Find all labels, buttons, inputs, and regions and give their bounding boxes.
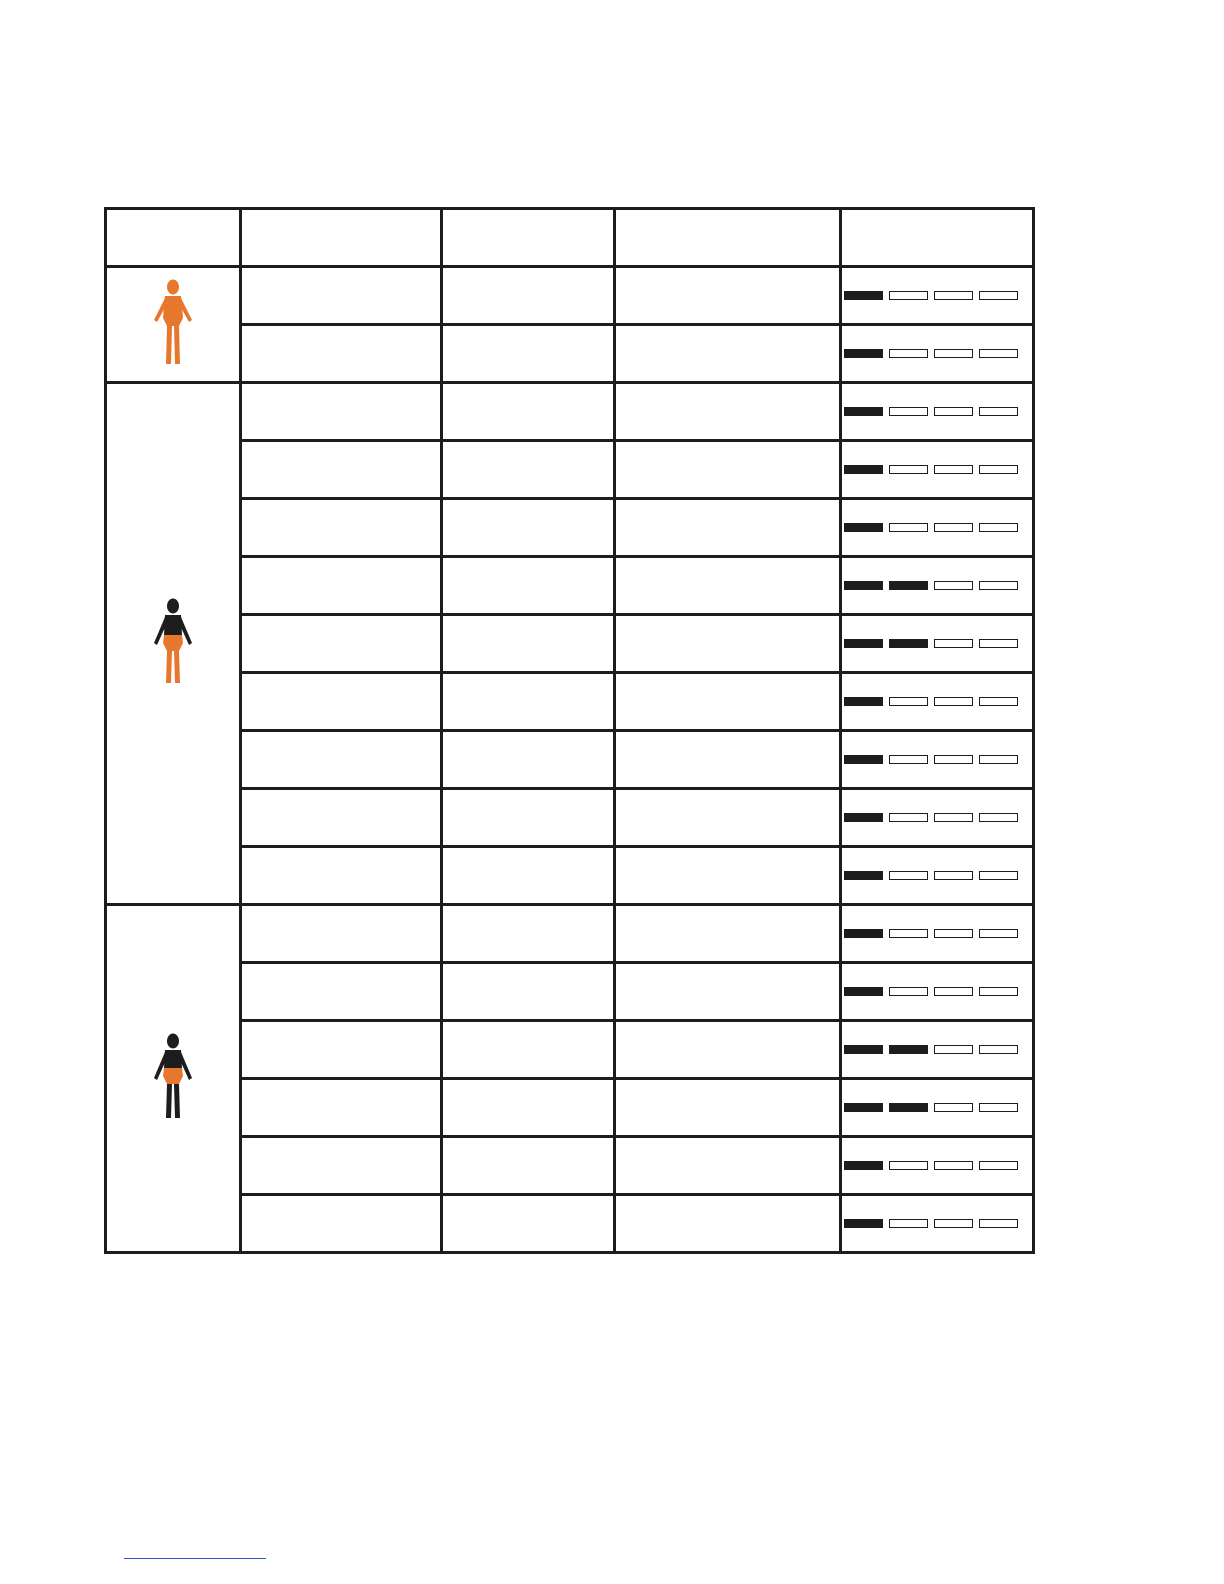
meter-segment-empty	[979, 813, 1018, 822]
table-cell	[241, 383, 442, 441]
difficulty-cell	[841, 847, 1034, 905]
meter-segment-filled	[844, 407, 883, 416]
meter-segment-empty	[979, 1219, 1018, 1228]
table-cell	[241, 1021, 442, 1079]
meter-segment-empty	[979, 581, 1018, 590]
table-cell	[442, 905, 615, 963]
table-cell	[241, 963, 442, 1021]
table-row	[106, 1195, 1034, 1253]
meter-segment-empty	[934, 1045, 973, 1054]
meter-segment-empty	[934, 291, 973, 300]
table-cell	[241, 325, 442, 383]
table-cell	[615, 1137, 841, 1195]
meter-segment-empty	[889, 697, 928, 706]
meter-segment-empty	[979, 929, 1018, 938]
table-cell	[442, 847, 615, 905]
meter-segment-filled	[889, 1045, 928, 1054]
difficulty-meter	[842, 407, 1032, 416]
meter-segment-filled	[844, 697, 883, 706]
table-cell	[615, 847, 841, 905]
difficulty-meter	[842, 871, 1032, 880]
meter-segment-filled	[844, 1219, 883, 1228]
meter-segment-empty	[889, 987, 928, 996]
difficulty-meter	[842, 987, 1032, 996]
difficulty-cell	[841, 789, 1034, 847]
table-cell	[442, 383, 615, 441]
meter-segment-empty	[934, 581, 973, 590]
table-cell	[241, 615, 442, 673]
table-cell	[615, 1195, 841, 1253]
table-cell	[241, 847, 442, 905]
meter-segment-empty	[934, 871, 973, 880]
difficulty-meter	[842, 1161, 1032, 1170]
meter-segment-empty	[889, 291, 928, 300]
difficulty-cell	[841, 1079, 1034, 1137]
table-row	[106, 1137, 1034, 1195]
meter-segment-empty	[934, 755, 973, 764]
table-cell	[241, 1137, 442, 1195]
meter-segment-empty	[934, 349, 973, 358]
table-row	[106, 673, 1034, 731]
meter-segment-filled	[844, 929, 883, 938]
meter-segment-empty	[889, 871, 928, 880]
table-cell	[615, 1079, 841, 1137]
difficulty-meter	[842, 813, 1032, 822]
table-cell	[615, 963, 841, 1021]
meter-segment-empty	[979, 697, 1018, 706]
table-cell	[442, 267, 615, 325]
table-cell	[615, 789, 841, 847]
meter-segment-empty	[889, 1219, 928, 1228]
meter-segment-empty	[979, 987, 1018, 996]
meter-segment-filled	[889, 1103, 928, 1112]
table-cell	[442, 731, 615, 789]
difficulty-cell	[841, 267, 1034, 325]
table-cell	[615, 615, 841, 673]
meter-segment-filled	[844, 581, 883, 590]
difficulty-meter	[842, 523, 1032, 532]
meter-segment-empty	[934, 1103, 973, 1112]
meter-segment-empty	[934, 407, 973, 416]
table-cell	[241, 905, 442, 963]
difficulty-cell	[841, 1195, 1034, 1253]
table-cell	[442, 1137, 615, 1195]
table-row	[106, 325, 1034, 383]
header-cell	[615, 209, 841, 267]
difficulty-cell	[841, 441, 1034, 499]
difficulty-cell	[841, 731, 1034, 789]
table-cell	[241, 1079, 442, 1137]
table-cell	[241, 441, 442, 499]
difficulty-cell	[841, 673, 1034, 731]
table-row	[106, 789, 1034, 847]
table-row	[106, 267, 1034, 325]
header-cell	[241, 209, 442, 267]
table-cell	[442, 1021, 615, 1079]
difficulty-meter	[842, 581, 1032, 590]
difficulty-cell	[841, 325, 1034, 383]
meter-segment-empty	[934, 639, 973, 648]
meter-segment-filled	[844, 813, 883, 822]
difficulty-meter	[842, 1219, 1032, 1228]
meter-segment-filled	[844, 349, 883, 358]
difficulty-cell	[841, 1021, 1034, 1079]
footnote-rule	[124, 1558, 266, 1559]
meter-segment-empty	[889, 929, 928, 938]
meter-segment-empty	[979, 407, 1018, 416]
meter-segment-empty	[979, 291, 1018, 300]
meter-segment-empty	[934, 813, 973, 822]
meter-segment-filled	[844, 1161, 883, 1170]
table-cell	[241, 673, 442, 731]
meter-segment-filled	[844, 1103, 883, 1112]
table-cell	[442, 1195, 615, 1253]
table-cell	[442, 557, 615, 615]
meter-segment-empty	[979, 755, 1018, 764]
difficulty-cell	[841, 1137, 1034, 1195]
table-cell	[615, 325, 841, 383]
table-cell	[615, 905, 841, 963]
table-cell	[615, 1021, 841, 1079]
table-header-row	[106, 209, 1034, 267]
meter-segment-empty	[979, 1161, 1018, 1170]
header-cell	[106, 209, 241, 267]
table-cell	[615, 557, 841, 615]
meter-segment-filled	[844, 987, 883, 996]
meter-segment-empty	[934, 987, 973, 996]
table-row	[106, 1021, 1034, 1079]
header-cell	[841, 209, 1034, 267]
meter-segment-empty	[934, 1161, 973, 1170]
meter-segment-empty	[889, 349, 928, 358]
meter-segment-filled	[844, 639, 883, 648]
table-cell	[442, 325, 615, 383]
meter-segment-filled	[844, 755, 883, 764]
meter-segment-empty	[979, 1103, 1018, 1112]
table-row	[106, 847, 1034, 905]
difficulty-cell	[841, 905, 1034, 963]
table-cell	[442, 615, 615, 673]
meter-segment-filled	[844, 291, 883, 300]
lower-body-highlighted-icon	[106, 383, 241, 905]
difficulty-cell	[841, 557, 1034, 615]
meter-segment-empty	[934, 1219, 973, 1228]
exercise-table	[104, 207, 1035, 1254]
difficulty-meter	[842, 697, 1032, 706]
table-row	[106, 441, 1034, 499]
meter-segment-empty	[979, 523, 1018, 532]
meter-segment-empty	[979, 465, 1018, 474]
full-body-highlighted-icon	[106, 267, 241, 383]
table-row	[106, 615, 1034, 673]
meter-segment-empty	[934, 523, 973, 532]
table-cell	[615, 673, 841, 731]
table-cell	[442, 441, 615, 499]
table-row	[106, 383, 1034, 441]
table-row	[106, 557, 1034, 615]
meter-segment-filled	[844, 465, 883, 474]
table-cell	[615, 383, 841, 441]
table-cell	[241, 267, 442, 325]
meter-segment-filled	[889, 581, 928, 590]
table-cell	[615, 731, 841, 789]
table-cell	[442, 499, 615, 557]
difficulty-meter	[842, 1103, 1032, 1112]
difficulty-cell	[841, 615, 1034, 673]
meter-segment-empty	[889, 755, 928, 764]
difficulty-meter	[842, 929, 1032, 938]
table-cell	[241, 789, 442, 847]
table-cell	[241, 499, 442, 557]
meter-segment-empty	[979, 1045, 1018, 1054]
difficulty-cell	[841, 383, 1034, 441]
table-row	[106, 905, 1034, 963]
meter-segment-empty	[889, 523, 928, 532]
header-cell	[442, 209, 615, 267]
table-cell	[615, 267, 841, 325]
meter-segment-filled	[844, 523, 883, 532]
meter-segment-empty	[979, 349, 1018, 358]
meter-segment-empty	[889, 1161, 928, 1170]
meter-segment-empty	[934, 465, 973, 474]
table-row	[106, 963, 1034, 1021]
table-cell	[615, 499, 841, 557]
meter-segment-empty	[934, 929, 973, 938]
table-cell	[241, 557, 442, 615]
meter-segment-empty	[889, 407, 928, 416]
table-cell	[442, 1079, 615, 1137]
table-cell	[442, 963, 615, 1021]
difficulty-cell	[841, 963, 1034, 1021]
difficulty-meter	[842, 291, 1032, 300]
difficulty-meter	[842, 639, 1032, 648]
meter-segment-empty	[934, 697, 973, 706]
meter-segment-filled	[844, 1045, 883, 1054]
hips-highlighted-icon	[106, 905, 241, 1253]
meter-segment-empty	[889, 813, 928, 822]
table-cell	[241, 1195, 442, 1253]
table-row	[106, 731, 1034, 789]
table-cell	[442, 673, 615, 731]
meter-segment-filled	[844, 871, 883, 880]
difficulty-meter	[842, 755, 1032, 764]
table-cell	[241, 731, 442, 789]
meter-segment-empty	[979, 871, 1018, 880]
meter-segment-empty	[979, 639, 1018, 648]
meter-segment-empty	[889, 465, 928, 474]
table-row	[106, 499, 1034, 557]
table-row	[106, 1079, 1034, 1137]
meter-segment-filled	[889, 639, 928, 648]
difficulty-meter	[842, 465, 1032, 474]
table-body	[106, 267, 1034, 1253]
difficulty-meter	[842, 1045, 1032, 1054]
difficulty-cell	[841, 499, 1034, 557]
table-cell	[615, 441, 841, 499]
difficulty-meter	[842, 349, 1032, 358]
table-cell	[442, 789, 615, 847]
